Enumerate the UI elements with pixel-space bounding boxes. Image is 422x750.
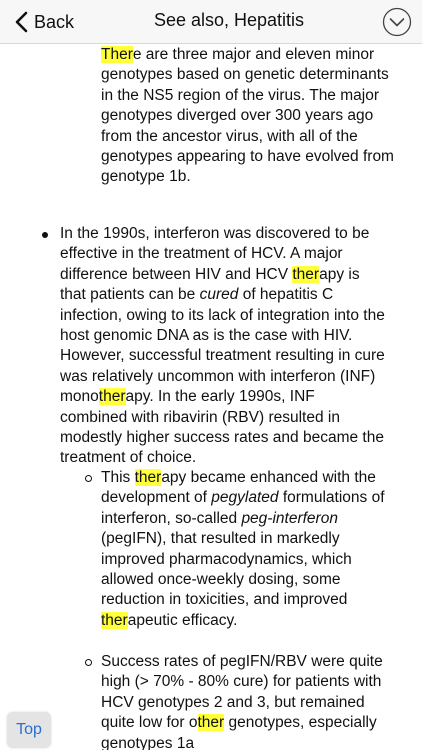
text-run: of hepatitis C infection, owing to its lack of integration into the host genomic DNA as is the case with HIV. However, successful treatment resulting in cure was relatively uncommon with interferon (INF) mono bbox=[60, 286, 385, 406]
text-run: (pegIFN), that resulted in markedly improved pharmacodynamics, which allowed once-weekly dosing, some reduction in toxicities, and improved bbox=[101, 530, 352, 609]
sub-bullet-icon bbox=[85, 475, 92, 482]
text-run: apy is that patients can be bbox=[60, 265, 360, 304]
search-highlight: ther bbox=[197, 714, 225, 732]
text-run: e are three major and eleven minor genotypes based on genetic determinants in the NS5 region of the virus. The major genotypes diverged over 300 years ago from the ancestor virus, with all of the genotypes appearing to have evolved from genotype 1b. bbox=[101, 46, 394, 186]
text-run: apy became enhanced with the development of bbox=[101, 469, 376, 507]
bullet-icon bbox=[42, 232, 48, 238]
search-highlight: ther bbox=[134, 469, 162, 486]
chevron-left-icon bbox=[14, 11, 28, 33]
text-run: genotypes, especially genotypes 1a bbox=[101, 714, 377, 750]
pegylated-paragraph bbox=[101, 468, 387, 631]
genotype-paragraph bbox=[101, 45, 401, 188]
page-title: See also, Hepatitis bbox=[153, 10, 305, 30]
text-run: apy. In the early 1990s, INF combined with ribavirin (RBV) resulted in modestly higher success rates and became the treatment of choice. bbox=[60, 388, 384, 467]
scroll-to-top-button[interactable]: Top bbox=[7, 712, 51, 748]
search-highlight: ther bbox=[292, 265, 320, 283]
text-run: This bbox=[101, 469, 135, 486]
interferon-paragraph bbox=[60, 224, 386, 469]
article-content bbox=[0, 44, 422, 750]
emphasis-text: peg-interferon bbox=[241, 509, 338, 527]
success-rates-paragraph bbox=[101, 652, 387, 750]
text-run: In the 1990s, interferon was discovered to be effective in the treatment of HCV. A major difference between HIV and HCV bbox=[60, 225, 370, 283]
navigation-bar bbox=[0, 0, 422, 44]
search-highlight: ther bbox=[101, 611, 128, 629]
text-run: apeutic efficacy. bbox=[127, 611, 238, 629]
search-highlight: ther bbox=[98, 388, 126, 406]
emphasis-text: cured bbox=[199, 286, 239, 304]
chevron-down-circle-icon[interactable] bbox=[382, 7, 412, 37]
back-button[interactable] bbox=[14, 8, 74, 36]
search-highlight: Ther bbox=[101, 46, 133, 63]
back-label: Back bbox=[34, 11, 75, 32]
sub-bullet-icon bbox=[85, 659, 92, 666]
text-run: formulations of interferon, so-called bbox=[101, 489, 385, 527]
text-run: Success rates of pegIFN/RBV were quite high (> 70% - 80% cure) for patients with HCV genotypes 2 and 3, but remained quite low for o bbox=[101, 653, 383, 732]
emphasis-text: pegylated bbox=[211, 489, 279, 507]
